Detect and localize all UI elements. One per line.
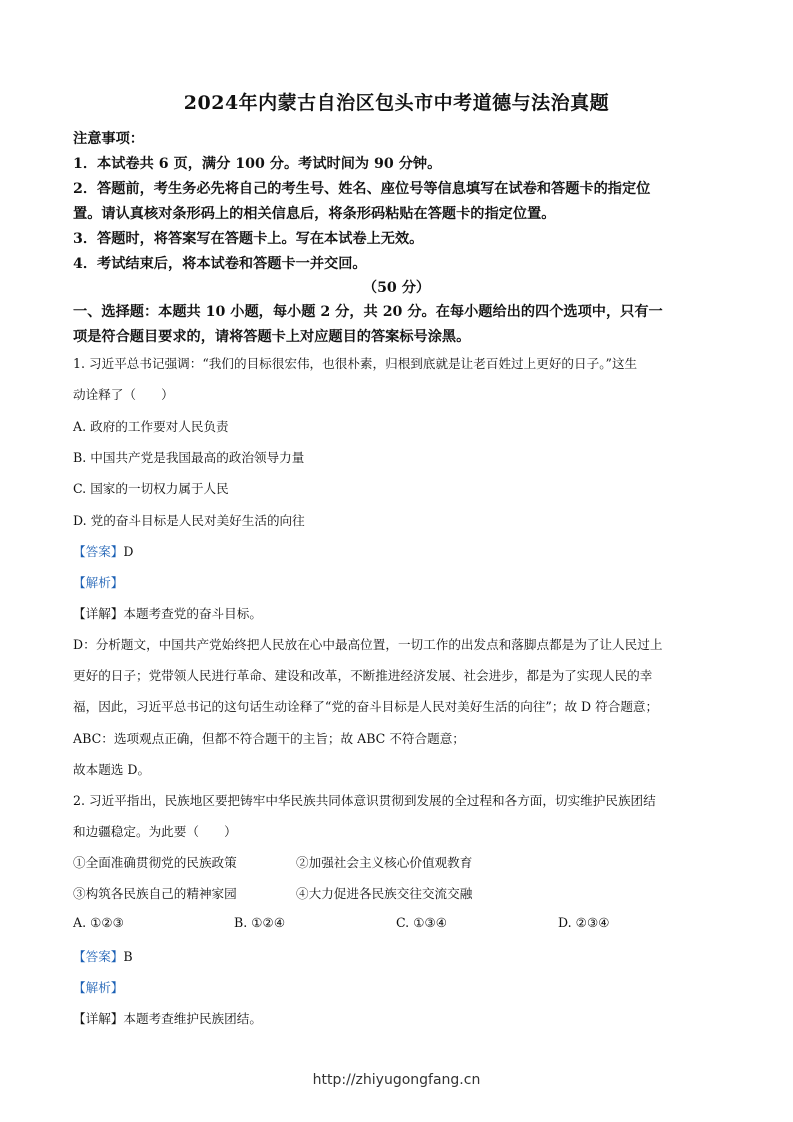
detail-tag: 【详解】 [73,606,124,621]
notice-item: 4．考试结束后，将本试卷和答题卡一并交回。 [73,256,367,272]
notice-heading: 注意事项： [73,131,144,147]
answer-value: B [123,949,133,964]
q1-stem-cont: 动诠释了（ ） [73,387,174,402]
score-line: （50 分） [362,280,431,296]
notice-item: 3．答题时，将答案写在答题卡上。写在本试卷上无效。 [73,231,424,247]
q1-answer [73,541,723,560]
q2-stem-cont: 和边疆稳定。为此要（ ） [73,824,237,839]
q2-choice: B. ①②④ [234,915,286,930]
q2-choice: C. ①③④ [396,915,448,930]
q1-stem: 1. 习近平总书记强调：“我们的目标很宏伟，也很朴素，归根到底就是让老百姓过上更好的日子。”这生 [73,356,638,371]
q2-stem: 2. 习近平指出，民族地区要把铸牢中华民族共同体意识贯彻到发展的全过程和各方面，切实维护民族团结 [73,793,656,808]
answer-tag: 【答案】 [73,949,124,964]
notice-item: 1．本试卷共 6 页，满分 100 分。考试时间为 90 分钟。 [73,156,442,172]
notice-item: 2．答题前，考生务必先将自己的考生号、姓名、座位号等信息填写在试卷和答题卡的指定位 [73,181,651,197]
detail-text: 本题考查维护民族团结。 [123,1011,262,1026]
q1-explain: 更好的日子；党带领人民进行革命、建设和改革，不断推进经济发展、社会进步，都是为了实现人民的幸 [73,668,653,683]
answer-value: D [123,544,134,559]
footer-url: http://zhiyugongfang.cn [312,1072,481,1088]
q1-option: D. 党的奋斗目标是人民对美好生活的向往 [73,513,305,528]
section-heading-cont: 项是符合题目要求的，请将答题卡上对应题目的答案标号涂黑。 [73,329,471,345]
q2-item: ③构筑各民族自己的精神家园 [73,886,237,901]
detail-tag: 【详解】 [73,1011,124,1026]
q2-choice: D. ②③④ [558,915,610,930]
q2-item: ①全面准确贯彻党的民族政策 [73,855,237,870]
section-heading: 一、选择题：本题共 10 小题，每小题 2 分，共 20 分。在每小题给出的四个选项中，只有一 [73,304,663,320]
q2-analysis-tag: 【解析】 [73,980,124,995]
q2-detail [73,1008,723,1027]
q2-item: ④大力促进各民族交往交流交融 [296,886,473,901]
q1-option: A. 政府的工作要对人民负责 [73,419,229,434]
q2-answer [73,946,723,965]
q1-option: B. 中国共产党是我国最高的政治领导力量 [73,450,305,465]
page-title: 2024年内蒙古自治区包头市中考道德与法治真题 [183,92,610,114]
notice-item: 置。请认真核对条形码上的相关信息后，将条形码粘贴在答题卡的指定位置。 [73,206,556,222]
q1-explain: 故本题选 D。 [73,762,151,777]
q1-detail [73,603,723,622]
q2-choice: A. ①②③ [73,915,124,930]
q1-explain: D：分析题文，中国共产党始终把人民放在心中最高位置，一切工作的出发点和落脚点都是为了让人民过上 [73,637,663,652]
q2-item: ②加强社会主义核心价值观教育 [296,855,473,870]
detail-text: 本题考查党的奋斗目标。 [123,606,262,621]
answer-tag: 【答案】 [73,544,124,559]
q1-explain: 福，因此，习近平总书记的这句话生动诠释了“党的奋斗目标是人民对美好生活的向往”；故 D 符合题意； [73,699,659,714]
q1-analysis-tag: 【解析】 [73,575,124,590]
q1-option: C. 国家的一切权力属于人民 [73,481,229,496]
q1-explain: ABC：选项观点正确，但都不符合题干的主旨；故 ABC 不符合题意； [73,731,465,746]
